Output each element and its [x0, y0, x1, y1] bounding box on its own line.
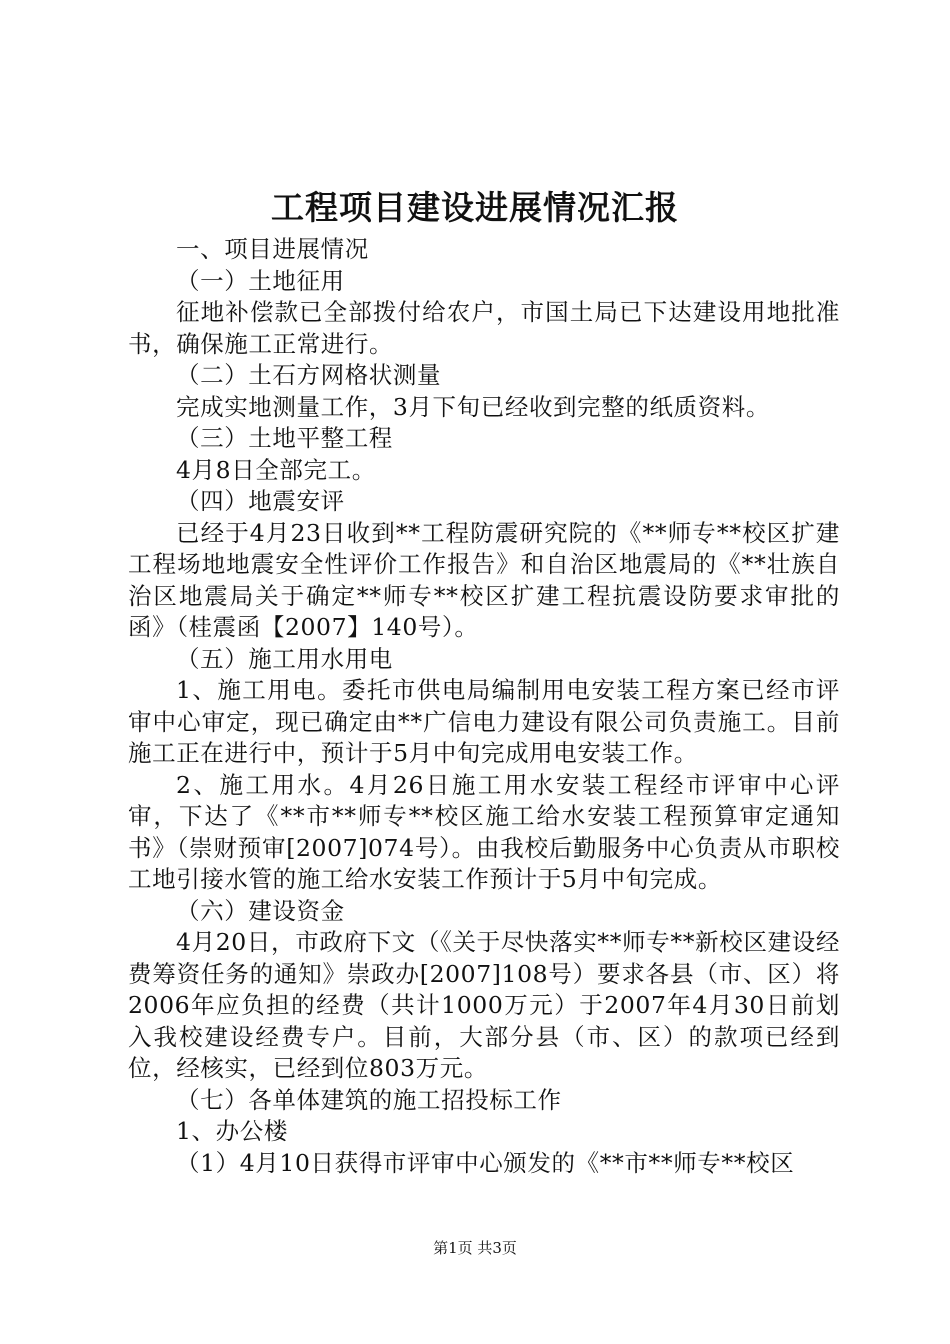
- subsection-heading: （二）土石方网格状测量: [176, 361, 442, 389]
- document-title: 工程项目建设进展情况汇报: [271, 188, 679, 227]
- body-paragraph: 征地补偿款已全部拨付给农户，市国土局已下达建设用地批准书，确保施工正常进行。: [128, 298, 840, 358]
- subsection-heading: （六）建设资金: [176, 896, 345, 925]
- body-paragraph: （1）4月10日获得市评审中心颁发的《**市**师专**校区: [176, 1148, 795, 1177]
- body-paragraph: 4月20日，市政府下文（《关于尽快落实**师专**新校区建设经费筹资任务的通知》崇政办[2007]108号）要求各县（市、区）将2006年应负担的经费（共计1000万元）于2007年4月30日前划入我校建设经费专户。目前，大部分县（市、区）的款项已经到位，经核实，已经到位803万元。: [128, 928, 840, 1082]
- subsection-heading: （四）地震安评: [176, 487, 345, 515]
- body-paragraph: 完成实地测量工作，3月下旬已经收到完整的纸质资料。: [176, 392, 770, 421]
- body-paragraph: 4月8日全部完工。: [176, 455, 376, 484]
- section-heading: 一、项目进展情况: [176, 235, 369, 263]
- subsection-heading: （五）施工用水用电: [176, 644, 393, 673]
- body-paragraph: 已经于4月23日收到**工程防震研究院的《**师专**校区扩建工程场地地震安全性评价工作报告》和自治区地震局的《**壮族自治区地震局关于确定**师专**校区扩建工程抗震设防要求审批的函》（桂震函【2007】140号）。: [128, 518, 840, 641]
- document-body: [128, 234, 840, 1179]
- body-paragraph: 1、施工用电。委托市供电局编制用电安装工程方案已经市评审中心审定，现已确定由**广信电力建设有限公司负责施工。目前施工正在进行中，预计于5月中旬完成用电安装工作。: [128, 676, 840, 767]
- body-paragraph: 2、施工用水。4月26日施工用水安装工程经市评审中心评审，下达了《**市**师专**校区施工给水安装工程预算审定通知书》（崇财预审[2007]074号）。由我校后勤服务中心负责从市职校工地引接水管的施工给水安装工作预计于5月中旬完成。: [128, 770, 840, 893]
- subsection-heading: （七）各单体建筑的施工招投标工作: [176, 1085, 562, 1114]
- page-footer: 第1页 共3页: [433, 1239, 517, 1257]
- subsection-heading: 1、办公楼: [176, 1117, 288, 1145]
- subsection-heading: （三）土地平整工程: [176, 424, 393, 452]
- subsection-heading: （一）土地征用: [176, 266, 345, 295]
